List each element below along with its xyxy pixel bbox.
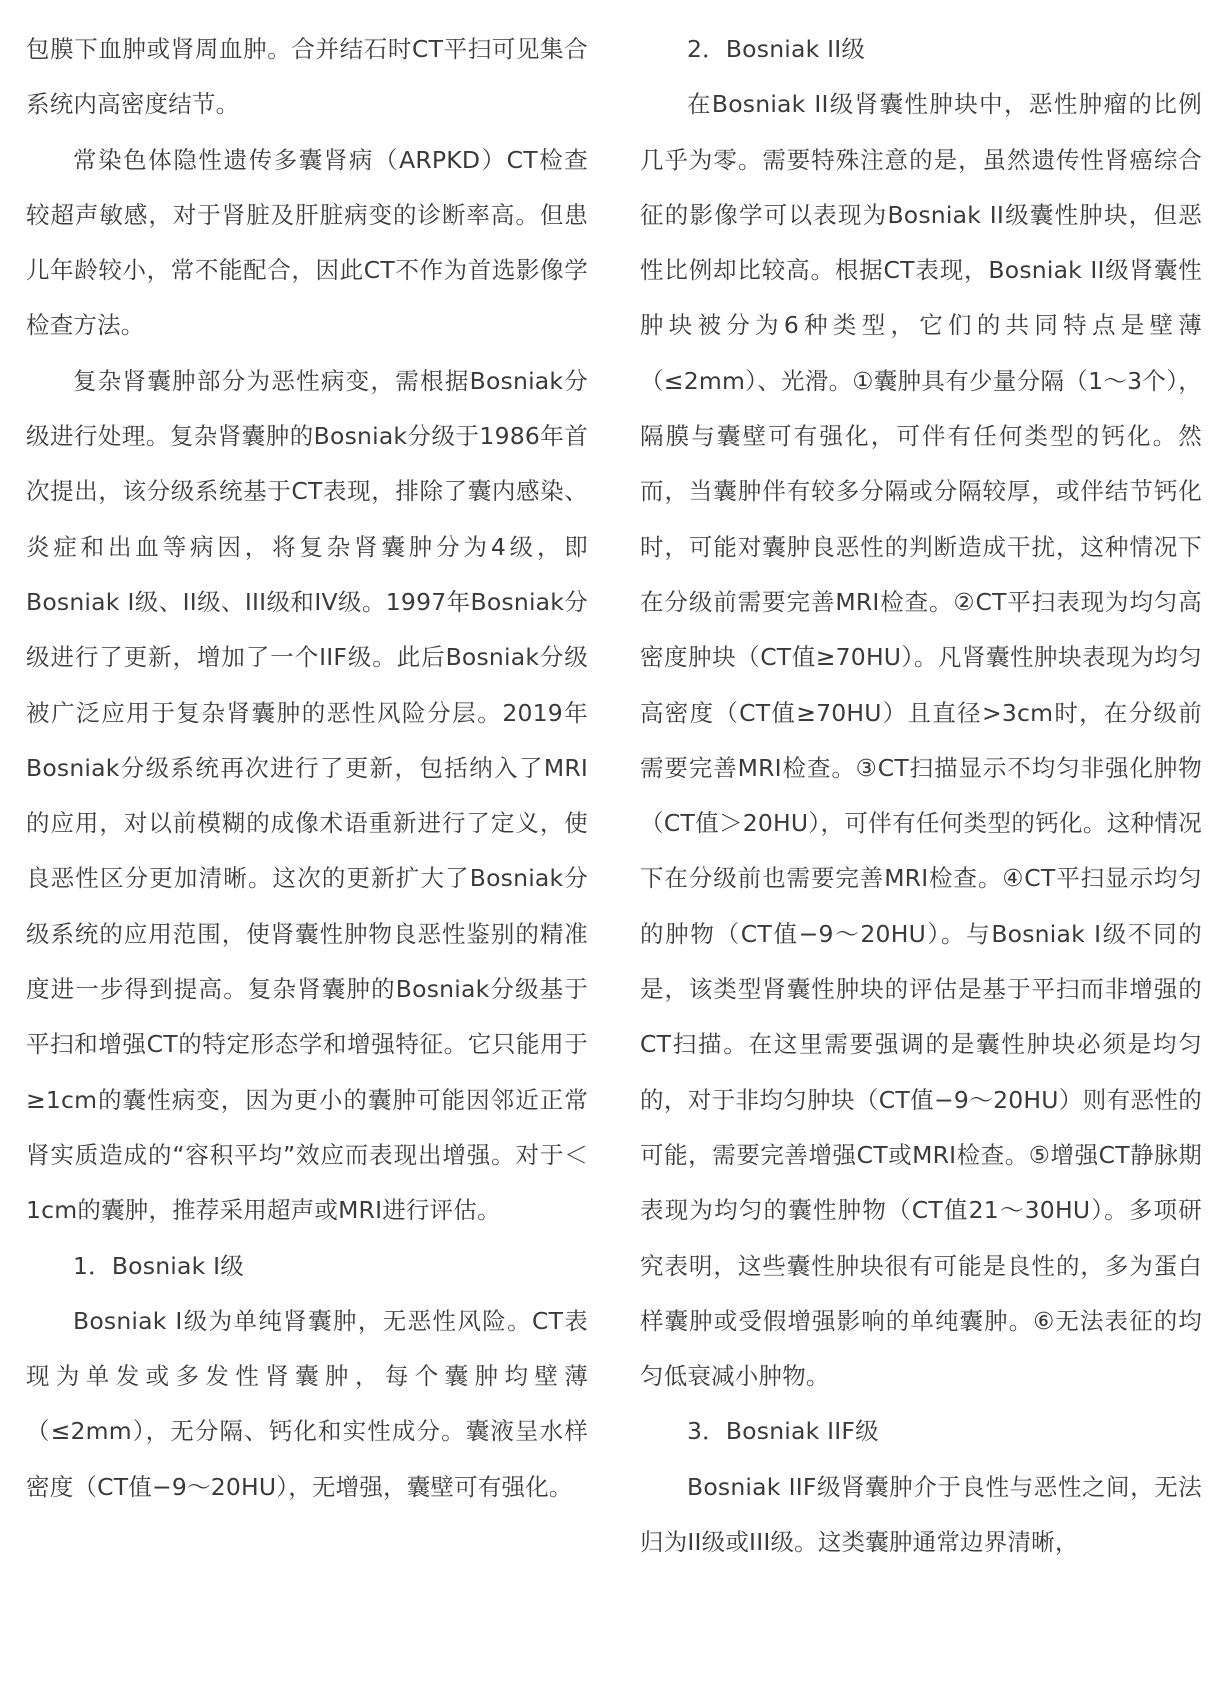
paragraph-hematoma: 包膜下血肿或肾周血肿。合并结石时CT平扫可见集合系统内高密度结节。 bbox=[26, 35, 588, 119]
paragraph-bosniak-iif: Bosniak IIF级肾囊肿介于良性与恶性之间，无法归为II级或III级。这类囊肿通常边界清晰， bbox=[640, 1472, 1202, 1557]
heading-bosniak-i: 1．Bosniak I级 bbox=[73, 1251, 244, 1280]
paragraph-bosniak-intro: 复杂肾囊肿部分为恶性病变，需根据Bosniak分级进行处理。复杂肾囊肿的Bosniak分级于1986年首次提出，该分级系统基于CT表现，排除了囊内感染、炎症和出血等病因，将复杂肾囊肿分为4级，即Bosniak I级、II级、III级和IV级。1997年Bosniak分级进行了更新，增加了一个IIF级。此后Bosniak分级被广泛应用于复杂肾囊肿的恶性风险分层。2019年Bosniak分级系统再次进行了更新，包括纳入了MRI的应用，对以前模糊的成像术语重新进行了定义，使良恶性区分更加清晰。这次的更新扩大了Bosniak分级系统的应用范围，使肾囊性肿物良恶性鉴别的精准度进一步得到提高。复杂肾囊肿的Bosniak分级基于平扫和增强CT的特定形态学和增强特征。它只能用于≥1cm的囊性病变，因为更小的囊肿可能因邻近正常肾实质造成的“容积平均”效应而表现出增强。对于＜1cm的囊肿，推荐采用超声或MRI进行评估。 bbox=[26, 366, 588, 1225]
heading-bosniak-iif: 3．Bosniak IIF级 bbox=[687, 1417, 879, 1446]
paragraph-bosniak-ii: 在Bosniak II级肾囊性肿块中，恶性肿瘤的比例几乎为零。需要特殊注意的是，虽然遗传性肾癌综合征的影像学可以表现为Bosniak II级囊性肿块，但恶性比例却比较高。根据CT表现，Bosniak II级肾囊性肿块被分为6种类型，它们的共同特点是壁薄（≤2mm）、光滑。①囊肿具有少量分隔（1～3个），隔膜与囊壁可有强化，可伴有任何类型的钙化。然而，当囊肿伴有较多分隔或分隔较厚，或伴结节钙化时，可能对囊肿良恶性的判断造成干扰，这种情况下在分级前需要完善MRI检查。②CT平扫表现为均匀高密度肿块（CT值≥70HU）。凡肾囊性肿块表现为均匀高密度（CT值≥70HU）且直径>3cm时，在分级前需要完善MRI检查。③CT扫描显示不均匀非强化肿物（CT值＞20HU），可伴有任何类型的钙化。这种情况下在分级前也需要完善MRI检查。④CT平扫显示均匀的肿物（CT值−9～20HU）。与Bosniak I级不同的是，该类型肾囊性肿块的评估是基于平扫而非增强的CT扫描。在这里需要强调的是囊性肿块必须是均匀的，对于非均匀肿块（CT值−9～20HU）则有恶性的可能，需要完善增强CT或MRI检查。⑤增强CT静脉期表现为均匀的囊性肿物（CT值21～30HU）。多项研究表明，这些囊性肿块很有可能是良性的，多为蛋白样囊肿或受假增强影响的单纯囊肿。⑥无法表征的均匀低衰减小肿物。 bbox=[640, 90, 1202, 1391]
paragraph-arpkd: 常染色体隐性遗传多囊肾病（ARPKD）CT检查较超声敏感，对于肾脏及肝脏病变的诊断率高。但患儿年龄较小，常不能配合，因此CT不作为首选影像学检查方法。 bbox=[26, 145, 588, 340]
right-column bbox=[640, 22, 1202, 1570]
heading-bosniak-ii: 2．Bosniak II级 bbox=[687, 35, 866, 63]
paragraph-bosniak-i: Bosniak I级为单纯肾囊肿，无恶性风险。CT表现为单发或多发性肾囊肿，每个囊肿均壁薄（≤2mm），无分隔、钙化和实性成分。囊液呈水样密度（CT值−9～20HU），无增强，囊壁可有强化。 bbox=[26, 1306, 588, 1501]
left-column bbox=[26, 22, 588, 1515]
